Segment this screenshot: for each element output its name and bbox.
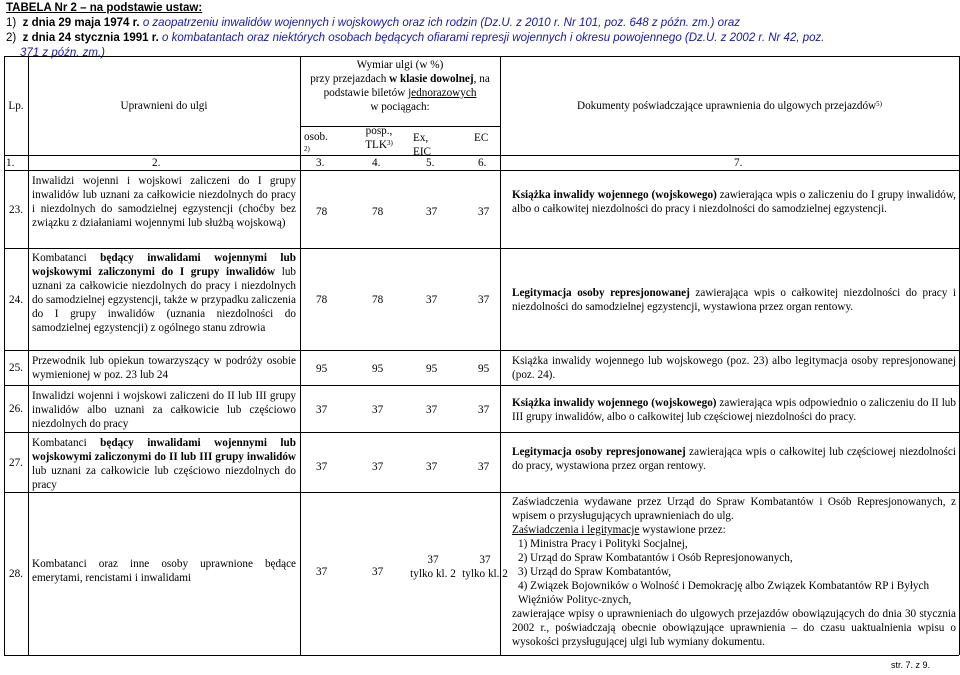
row-28-lp: 28. — [9, 568, 23, 580]
act-2-cont: 371 z późn. zm.) — [20, 47, 106, 59]
list-item: 4) Związek Bojowników o Wolność i Demokrację albo Związek Kombatantów RP i Byłych Więźniów Polityc-znych, — [518, 580, 930, 606]
row-27-lp: 27. — [9, 456, 23, 469]
list-item: 3) Urząd do Spraw Kombatantów, — [518, 566, 672, 578]
page-number: str. 7. z 9. — [890, 660, 930, 670]
col-number: 2. — [152, 157, 161, 169]
row-24-v3: 37 — [426, 294, 438, 306]
row-24-v4: 37 — [478, 294, 490, 306]
col-header-ec: EC — [474, 132, 489, 144]
list-item: 2) Urząd do Spraw Kombatantów i Osób Represjonowanych, — [518, 552, 793, 564]
row-24-v2: 78 — [372, 294, 384, 306]
col-header-uprawnieni: Uprawnieni do ulgi — [120, 99, 208, 112]
act-1: 1) z dnia 29 maja 1974 r. o zaopatrzeniu inwalidów wojennych i wojskowych oraz ich rodzin (Dz.U. z 2010 r. Nr 101, poz. 648 z późn. zm.) oraz — [6, 17, 741, 29]
row-28-who: Kombatanci oraz inne osoby uprawnione będące emerytami, rencistami i inwalidami — [32, 558, 296, 584]
list-item: 1) Ministra Pracy i Polityki Socjalnej, — [518, 538, 688, 550]
row-24-doc: Legitymacja osoby represjonowanej zawierająca wpis o całkowitej niezdolności do pracy i niezdolności do samodzielnej egzystencji, wystawiona przez organ rentowy. — [512, 287, 956, 313]
row-25-v4: 95 — [478, 363, 490, 375]
row-27-v2: 37 — [372, 461, 384, 473]
col-number: 4. — [372, 157, 381, 169]
row-28-v2: 37 — [372, 566, 384, 578]
col-number: 3. — [316, 157, 325, 169]
row-25-v2: 95 — [372, 363, 384, 375]
row-28-doc: Zaświadczenia wydawane przez Urząd do Spraw Kombatantów i Osób Represjonowanych, z wpisem o przysługujących uprawnieniach do ulg. Zaświadczenia i legitymacje wystawione przez: 1) Ministra Pracy i Polityki Socjalnej, 2) Urząd do Spraw Kombatantów i Osób Represjonowanych, 3) Urząd do Spraw Kombatantów, 4) Związek Bojowników o Wolność i Demokrację albo Związek Kombatantów RP i Byłych Więźniów Polityc-znych, zawierające wpisy o uprawnieniach do ulgowych przejazdów obowiązujących do dnia 30 stycznia 2002 r., poświadczają obecnie obowiązujące uprawnienia – do czasu uaktualnienia wpisu o wysokości przysługującej ulgi lub wymiany dokumentu. — [512, 496, 956, 648]
row-24-v1: 78 — [316, 294, 328, 306]
row-27-doc: Legitymacja osoby represjonowanej zawierająca wpis o całkowitej lub częściowej niezdolności do pracy, wystawiona przez organ rentowy. — [512, 446, 956, 472]
issuer-list — [512, 537, 956, 607]
col-header-lp: Lp. — [8, 99, 24, 112]
row-26-v4: 37 — [478, 404, 490, 416]
col-header-tlk: posp., TLK$^{3)}$ — [365, 125, 393, 151]
col-number: 6. — [478, 157, 487, 169]
row-28-v3: 37 tylko kl. 2 — [410, 554, 456, 580]
act-2: 2) z dnia 24 stycznia 1991 r. o kombatantach oraz niektórych osobach będących ofiarami represji wojennych i okresu powojennego (Dz.U. z 2002 r. Nr 42, poz. — [6, 32, 825, 44]
row-28-v4: 37 tylko kl. 2 — [462, 554, 508, 580]
row-23-v1: 78 — [316, 206, 328, 218]
row-26-lp: 26. — [9, 403, 23, 415]
row-28-v1: 37 — [316, 566, 328, 578]
document-header — [6, 1, 956, 61]
table-title: TABELA Nr 2 – na podstawie ustaw: — [6, 2, 203, 14]
row-27-who: Kombatanci będący inwalidami wojennymi lub wojskowymi zaliczonymi do II lub III grupy inwalidów lub uznani za całkowicie lub częściowo niezdolnych do pracy — [32, 437, 296, 491]
row-27-v4: 37 — [478, 461, 490, 473]
row-25-doc: Książka inwalidy wojennego lub wojskowego (poz. 23) albo legitymacja osoby represjonowanej (poz. 24). — [512, 355, 956, 381]
col-number: 1. — [6, 157, 15, 169]
row-24-lp: 24. — [9, 293, 23, 306]
row-26-v1: 37 — [316, 404, 328, 416]
row-23-lp: 23. — [9, 203, 23, 216]
row-23-doc: Książka inwalidy wojennego (wojskowego) zawierająca wpis o zaliczeniu do I grupy inwalidów, albo o całkowitej niezdolności do pracy i niezdolności do samodzielnej egzystencji. — [512, 189, 956, 215]
row-26-doc: Książka inwalidy wojennego (wojskowego) zawierająca wpis odpowiednio o zaliczeniu do II lub III grupy inwalidów, albo o całkowitej lub częściowej niezdolności do pracy. — [512, 397, 956, 423]
row-23-v3: 37 — [426, 206, 438, 218]
row-27-v1: 37 — [316, 461, 328, 473]
row-25-v1: 95 — [316, 363, 328, 375]
row-26-who: Inwalidzi wojenni i wojskowi zaliczeni do II lub III grupy inwalidów albo uznani za całkowicie lub częściowo niezdolnych do pracy — [32, 390, 296, 430]
row-24-who: Kombatanci będący inwalidami wojennymi lub wojskowymi zaliczonymi do I grupy inwalidów lub uznani za całkowicie niezdolnych do pracy i niezdolnych do samodzielnej egzystencji, także w przypadku zaliczenia do I grupy inwalidów (uznania niezdolności do samodzielnej egzystencji) z ogólnego stanu zdrowia — [32, 252, 297, 334]
row-23-v4: 37 — [478, 206, 490, 218]
col-number: 5. — [426, 157, 435, 169]
row-23-who: Inwalidzi wojenni i wojskowi zaliczeni do I grupy inwalidów lub uznani za całkowicie niezdolnych do pracy i niezdolnych do samodzielnej egzystencji (choćby bez związku z działaniami wojennymi lub służbą wojskową) — [32, 175, 296, 229]
row-25-lp: 25. — [9, 362, 23, 374]
row-25-who: Przewodnik lub opiekun towarzyszący w podróży osobie wymienionej w poz. 23 lub 24 — [32, 355, 296, 381]
row-26-v3: 37 — [426, 404, 438, 416]
row-26-v2: 37 — [372, 404, 384, 416]
row-25-v3: 95 — [426, 363, 438, 375]
col-header-dokumenty: Dokumenty poświadczające uprawnienia do ulgowych przejazdów $^{5)}$ — [576, 99, 882, 112]
row-27-v3: 37 — [426, 461, 438, 473]
row-23-v2: 78 — [372, 206, 384, 218]
col-header-exeic: Ex, EIC — [413, 132, 432, 158]
col-header-osob: osob. $^{2)}$ — [304, 131, 328, 153]
col-header-wymiar: Wymiar ulgi (w %) przy przejazdach w klasie dowolnej, na podstawie biletów jednorazowych w pociągach: — [310, 59, 490, 113]
col-number: 7. — [734, 157, 743, 169]
